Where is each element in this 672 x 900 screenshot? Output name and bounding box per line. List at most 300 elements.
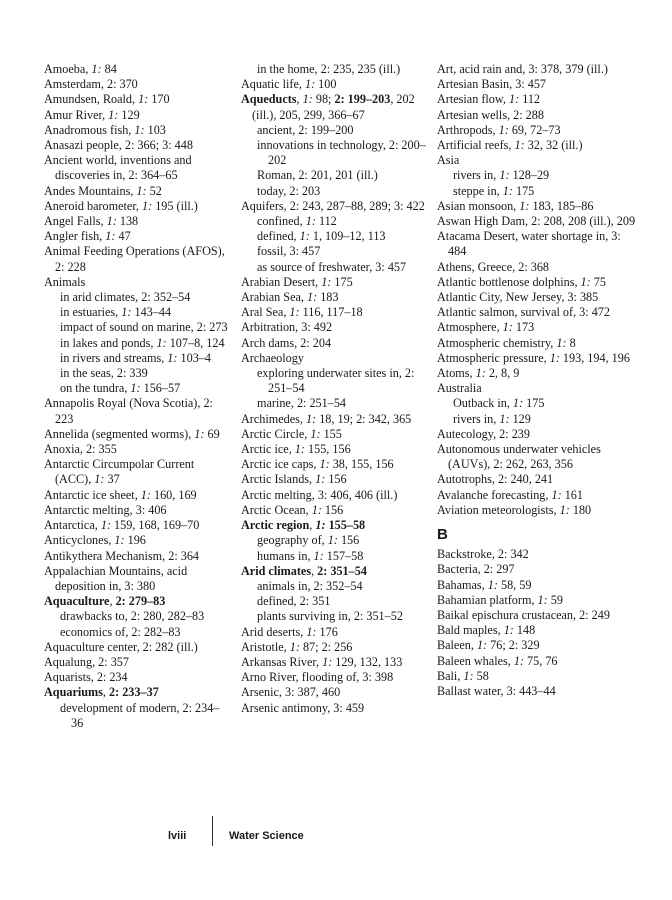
- index-term: as source of freshwater: [257, 259, 370, 274]
- index-page-refs: , 2: 364: [162, 548, 200, 563]
- index-page-refs: , 1: 195 (ill.): [135, 198, 198, 213]
- index-entry: [241, 336, 431, 351]
- index-page-refs: , 2: 243, 287–88, 289; 3: 422: [283, 198, 425, 213]
- index-page-refs: , 2: 351: [293, 594, 331, 609]
- index-entry: [44, 655, 230, 670]
- index-term: Atacama Desert, water shortage in: [437, 229, 606, 244]
- index-term: Backstroke: [437, 547, 492, 562]
- index-entry: [241, 77, 431, 92]
- index-entry: [44, 518, 230, 533]
- index-subentry: [241, 244, 431, 259]
- index-page-refs: , 2: 251–54: [290, 396, 347, 411]
- index-entry: [44, 488, 230, 503]
- index-entry: [437, 442, 637, 472]
- index-entry: [437, 427, 637, 442]
- index-entry: [437, 472, 637, 487]
- index-page-refs: , 3: 443–44: [500, 683, 556, 698]
- index-subentry: [241, 366, 431, 396]
- index-page-refs: , 1: 38, 155, 156: [313, 457, 394, 472]
- index-entry: [44, 533, 230, 548]
- index-term: Atlantic salmon, survival of: [437, 305, 574, 320]
- index-page-refs: , 1: 155: [304, 426, 342, 441]
- index-page-refs: , 2: 199–200: [292, 122, 354, 137]
- index-column-3: [437, 62, 637, 699]
- index-entry: [437, 62, 637, 77]
- index-page-refs: , 1: 1, 109–12, 113: [293, 229, 386, 244]
- index-entry: [437, 488, 637, 503]
- index-page-refs: , 1: 156: [309, 472, 347, 487]
- index-subentry: [241, 123, 431, 138]
- index-term: Arabian Desert: [241, 274, 316, 289]
- index-page-refs: , 3: 492: [295, 320, 333, 335]
- index-entry: [241, 488, 431, 503]
- index-page-refs: , 1: 116, 117–18: [283, 305, 363, 320]
- index-page-refs: , 1: 138: [100, 214, 139, 229]
- index-page-refs: , 1: 170: [132, 92, 170, 107]
- index-page-refs: , 1: 112: [299, 214, 337, 229]
- index-term: Arctic Islands: [241, 472, 310, 487]
- index-page-refs: , 2: 280, 282–83: [124, 609, 205, 624]
- index-term: Amoeba: [44, 62, 86, 76]
- index-entry: [44, 138, 230, 153]
- index-entry: [44, 503, 230, 518]
- index-term: Atmospheric pressure: [437, 350, 544, 365]
- index-subentry: [241, 533, 431, 548]
- index-page-refs: , 2: 364–65: [122, 168, 178, 183]
- index-entry: [241, 564, 431, 579]
- index-page-refs: , 2: 352–54: [307, 578, 363, 593]
- index-term: innovations in technology: [257, 138, 383, 153]
- index-page-refs: , 1: 160, 169: [134, 487, 197, 502]
- index-page-refs: , 1: 175: [506, 396, 545, 411]
- index-page-refs: , 2: 366; 3: 448: [118, 138, 193, 153]
- index-term: Athens, Greece: [437, 259, 513, 274]
- index-term: Aqueducts: [241, 92, 297, 107]
- index-subentry: [241, 138, 431, 168]
- index-term: Australia: [437, 381, 482, 396]
- index-subentry: [241, 549, 431, 564]
- index-page-refs: , 1: 75, 76: [507, 653, 558, 668]
- index-term: Aquariums: [44, 685, 103, 700]
- index-subentry: [241, 62, 431, 77]
- index-page-refs: , 2: 235, 235 (ill.): [314, 62, 401, 76]
- index-term: Amsterdam: [44, 77, 101, 92]
- index-term: Animals: [44, 274, 86, 289]
- index-page-refs: , 1: 69: [188, 426, 220, 441]
- index-term: Anoxia: [44, 442, 80, 457]
- index-entry: [437, 684, 637, 699]
- index-term: drawbacks to: [60, 609, 125, 624]
- index-entry: [437, 381, 637, 396]
- index-page-refs: , 1: 157–58: [307, 548, 364, 563]
- index-term: Arctic region: [241, 518, 310, 533]
- index-entry: [241, 503, 431, 518]
- index-term: Asia: [437, 153, 460, 168]
- index-term: Aswan High Dam: [437, 214, 526, 229]
- index-page-refs: , 3: 457: [509, 77, 547, 92]
- index-section-heading: B: [437, 526, 448, 544]
- index-subentry: [241, 609, 431, 624]
- index-entry: [241, 518, 431, 533]
- index-page-refs: , 1: 129: [102, 107, 140, 122]
- index-page-refs: , 3: 406, 406 (ill.): [311, 487, 398, 502]
- index-term: in rivers and streams: [60, 350, 162, 365]
- index-subentry: [241, 214, 431, 229]
- index-page-refs: , 2: 282 (ill.): [136, 639, 198, 654]
- index-entry: [437, 123, 637, 138]
- index-term: exploring underwater sites in: [257, 366, 399, 381]
- index-term: humans in: [257, 548, 308, 563]
- index-term: geography of: [257, 533, 322, 548]
- index-page-refs: , 3: 457: [283, 244, 321, 259]
- index-subentry: [44, 305, 230, 320]
- index-page-refs: , 2: 208, 208 (ill.), 209: [525, 214, 636, 229]
- index-term: Arsenic antimony: [241, 700, 328, 715]
- index-entry: [241, 442, 431, 457]
- index-term: Baleen whales: [437, 653, 508, 668]
- index-page-refs: , 2: 204: [294, 335, 332, 350]
- index-page-refs: , 3: 484: [448, 229, 621, 259]
- index-term: Antikythera Mechanism: [44, 548, 163, 563]
- index-term: Archaeology: [241, 350, 304, 365]
- index-page-refs: , 1: 128–29: [493, 168, 550, 183]
- index-page-refs: , 1: 18, 19; 2: 342, 365: [299, 411, 412, 426]
- index-term: Artesian Basin: [437, 77, 510, 92]
- index-page-refs: , 1: 100: [298, 77, 337, 92]
- index-page-refs: , 1: 155–58: [309, 518, 366, 533]
- index-entry: [44, 640, 230, 655]
- index-term: Arno River, flooding of: [241, 670, 357, 685]
- index-page-refs: , 1: 173: [496, 320, 535, 335]
- index-page-refs: , 2: 233–37: [102, 685, 159, 700]
- index-term: in lakes and ponds: [60, 335, 151, 350]
- page-number: lviii: [168, 830, 187, 842]
- index-entry: [437, 290, 637, 305]
- index-page-refs: , 1: 155, 156: [288, 442, 351, 457]
- index-term: Arctic Ocean: [241, 502, 306, 517]
- index-page-refs: , 3: 380: [118, 578, 156, 593]
- index-page-refs: , 1: 103: [128, 122, 166, 137]
- index-subentry: [241, 594, 431, 609]
- index-term: Atmospheric chemistry: [437, 335, 551, 350]
- page-footer: [0, 816, 672, 846]
- index-term: Annapolis Royal (Nova Scotia): [44, 396, 198, 411]
- index-page-refs: , 2: 351–52: [347, 609, 403, 624]
- index-term: Aneroid barometer: [44, 198, 136, 213]
- index-page-refs: , 2: 234: [90, 670, 128, 685]
- index-page-refs: , 2: 282–83: [125, 624, 181, 639]
- index-subentry: [44, 701, 230, 731]
- index-page-refs: , 2: 352–54: [135, 290, 191, 305]
- index-entry: [437, 275, 637, 290]
- index-entry: [44, 564, 230, 594]
- index-term: Aquaculture center: [44, 639, 137, 654]
- index-page-refs: , 1: 75: [574, 274, 606, 289]
- index-term: Arch dams: [241, 335, 295, 350]
- index-term: Roman: [257, 168, 293, 183]
- index-page-refs: , 1: 2, 8, 9: [469, 366, 520, 381]
- index-term: Atoms: [437, 366, 470, 381]
- index-term: Baikal epischura crustacean: [437, 607, 574, 622]
- index-term: Aquarists: [44, 670, 91, 685]
- index-page-refs: , 2: 339: [110, 366, 148, 381]
- index-page-refs: , 2: 351–54: [311, 563, 367, 578]
- index-entry: [241, 199, 431, 214]
- index-term: fossil: [257, 244, 284, 259]
- index-entry: [437, 138, 637, 153]
- index-entry: [437, 638, 637, 653]
- index-subentry: [437, 184, 637, 199]
- index-entry: [437, 547, 637, 562]
- index-entry: [44, 214, 230, 229]
- index-page-refs: , 1: 175: [496, 183, 535, 198]
- index-page-refs: , 2: 223: [55, 396, 213, 426]
- index-term: Avalanche forecasting: [437, 487, 546, 502]
- index-entry: [437, 229, 637, 259]
- index-page-refs: , 2: 200–202: [268, 138, 426, 168]
- index-entry: [437, 623, 637, 638]
- index-page-refs: , 3: 406: [129, 502, 167, 517]
- index-entry: [44, 457, 230, 487]
- index-term: Anadromous fish: [44, 122, 129, 137]
- index-page-refs: , 1: 180: [553, 502, 592, 517]
- index-term: Arabian Sea: [241, 290, 301, 305]
- index-subentry: [44, 351, 230, 366]
- index-entry: [241, 655, 431, 670]
- footer-divider: [212, 816, 213, 846]
- index-page-refs: , 1: 175: [315, 274, 353, 289]
- index-term: Artesian flow: [437, 92, 503, 107]
- index-page-refs: , 1: 52: [130, 183, 162, 198]
- index-page-refs: , 1: 84: [85, 62, 117, 76]
- index-page-refs: , 3: 459: [327, 700, 365, 715]
- index-entry: [437, 260, 637, 275]
- index-entry: [241, 457, 431, 472]
- index-term: Archimedes: [241, 411, 300, 426]
- book-title: Water Science: [229, 830, 304, 842]
- index-entry: [241, 701, 431, 716]
- index-term: Autecology: [437, 426, 494, 441]
- index-entry: [44, 92, 230, 107]
- index-entry: [437, 593, 637, 608]
- index-entry: [44, 123, 230, 138]
- index-term: Amundsen, Roald: [44, 92, 133, 107]
- index-page-refs: , 2: 249: [573, 607, 610, 622]
- index-entry: [44, 396, 230, 426]
- index-entry: [437, 199, 637, 214]
- index-term: Arbitration: [241, 320, 296, 335]
- index-term: development of modern: [60, 700, 177, 715]
- index-entry: [241, 92, 431, 122]
- index-entry: [437, 336, 637, 351]
- index-entry: [44, 244, 230, 274]
- index-subentry: [241, 579, 431, 594]
- index-page-refs: , 2: 342: [491, 547, 529, 562]
- index-page-refs: , 1: 59: [531, 592, 563, 607]
- index-term: Arthropods: [437, 122, 493, 137]
- index-page-refs: , 1: 159, 168, 169–70: [94, 518, 200, 533]
- index-subentry: [241, 184, 431, 199]
- index-entry: [44, 549, 230, 564]
- index-subentry: [44, 336, 230, 351]
- index-term: impact of sound on marine: [60, 320, 191, 335]
- index-term: Aviation meteorologists: [437, 502, 554, 517]
- index-subentry: [44, 381, 230, 396]
- index-subentry: [241, 396, 431, 411]
- index-entry: [437, 320, 637, 335]
- index-term: Andes Mountains: [44, 183, 131, 198]
- index-page-refs: , 2: 201, 201 (ill.): [292, 168, 378, 183]
- index-term: confined: [257, 214, 300, 229]
- index-page-refs: , 3: 457: [369, 259, 407, 274]
- index-page-refs: , 3: 387, 460: [278, 685, 341, 700]
- index-page-refs: , 2: 370: [100, 77, 138, 92]
- index-term: Art, acid rain and: [437, 62, 523, 76]
- index-page-refs: , 1: 183, 185–86: [513, 198, 594, 213]
- index-term: Asian monsoon: [437, 198, 514, 213]
- index-entry: [44, 594, 230, 609]
- index-page-refs: , 1: 196: [108, 533, 146, 548]
- index-entry: [437, 108, 637, 123]
- index-term: Atmosphere: [437, 320, 497, 335]
- index-entry: [44, 229, 230, 244]
- index-term: Antarctica: [44, 518, 95, 533]
- index-entry: [241, 290, 431, 305]
- index-entry: [44, 77, 230, 92]
- index-term: in arid climates: [60, 290, 136, 305]
- index-entry: [241, 275, 431, 290]
- index-term: Bahamas: [437, 577, 482, 592]
- index-page-refs: , 2: 239: [493, 426, 530, 441]
- index-page-refs: , 1: 98; 2: 199–203, 202 (ill.), 205, 299, 366–67: [252, 92, 415, 122]
- index-page-refs: , 2: 262, 263, 356: [487, 457, 573, 472]
- index-term: Baleen: [437, 638, 471, 653]
- index-term: rivers in: [453, 411, 494, 426]
- index-subentry: [44, 320, 230, 335]
- index-page-refs: , 1: 193, 194, 196: [543, 350, 630, 365]
- index-term: Arkansas River: [241, 654, 316, 669]
- index-page-refs: , 1: 8: [550, 335, 576, 350]
- index-entry: [241, 427, 431, 442]
- index-page-refs: , 1: 58: [457, 668, 489, 683]
- index-page-refs: , 2: 240, 241: [491, 472, 554, 487]
- index-entry: [241, 670, 431, 685]
- index-term: Bahamian platform: [437, 592, 532, 607]
- index-page-refs: , 1: 87; 2: 256: [283, 639, 353, 654]
- index-page-refs: , 3: 378, 379 (ill.): [522, 62, 608, 76]
- index-term: animals in: [257, 578, 308, 593]
- index-page-refs: , 1: 37: [88, 472, 120, 487]
- index-term: in the home: [257, 62, 315, 76]
- index-term: Arctic Circle: [241, 426, 305, 441]
- index-entry: [241, 625, 431, 640]
- index-page-refs: , 1: 107–8, 124: [150, 335, 225, 350]
- index-term: Atlantic City, New Jersey: [437, 290, 562, 305]
- index-term: Antarctic melting: [44, 502, 130, 517]
- index-entry: [44, 199, 230, 214]
- index-page-refs: , 2: 368: [512, 259, 550, 274]
- index-entry: [437, 214, 637, 229]
- index-entry: [44, 108, 230, 123]
- index-term: in the seas: [60, 366, 111, 381]
- index-page-refs: , 1: 103–4: [161, 350, 211, 365]
- index-entry: [437, 366, 637, 381]
- index-term: Arctic ice caps: [241, 457, 314, 472]
- index-page-refs: , 1: 129: [493, 411, 531, 426]
- index-term: Angel Falls: [44, 214, 101, 229]
- index-page-refs: , 1: 176: [300, 624, 338, 639]
- index-term: Aquaculture: [44, 594, 110, 609]
- index-page-refs: , 3: 385: [561, 290, 599, 305]
- index-entry: [44, 62, 230, 77]
- index-entry: [241, 472, 431, 487]
- index-entry: [437, 608, 637, 623]
- index-page-refs: , 1: 183: [300, 290, 339, 305]
- index-entry: [241, 640, 431, 655]
- index-page-refs: , 1: 47: [99, 229, 131, 244]
- index-term: on the tundra: [60, 381, 125, 396]
- index-term: Aral Sea: [241, 305, 284, 320]
- index-page-refs: , 2: 203: [283, 183, 321, 198]
- index-subentry: [44, 625, 230, 640]
- index-entry: [241, 685, 431, 700]
- index-subentry: [241, 168, 431, 183]
- index-term: Antarctic Circumpolar Current (ACC): [44, 457, 195, 487]
- index-page-refs: , 2: 228: [55, 244, 225, 274]
- index-page-refs: , 1: 156: [305, 502, 344, 517]
- index-term: Arid deserts: [241, 624, 301, 639]
- index-entry: [241, 305, 431, 320]
- index-term: Ancient world, inventions and discoveries in: [44, 153, 192, 183]
- index-page-refs: , 3: 472: [573, 305, 610, 320]
- index-subentry: [241, 229, 431, 244]
- index-term: Aquatic life: [241, 77, 299, 92]
- index-term: Bacteria: [437, 562, 478, 577]
- index-entry: [437, 669, 637, 684]
- index-page-refs: , 1: 69, 72–73: [492, 122, 561, 137]
- index-entry: [437, 305, 637, 320]
- index-entry: [44, 427, 230, 442]
- index-subentry: [437, 168, 637, 183]
- index-term: Arctic ice: [241, 442, 289, 457]
- index-page-refs: , 1: 156–57: [124, 381, 181, 396]
- index-term: Anasazi people: [44, 138, 119, 153]
- index-term: Arsenic: [241, 685, 279, 700]
- index-page-refs: , 2: 355: [79, 442, 117, 457]
- index-term: plants surviving in: [257, 609, 348, 624]
- index-term: Arctic melting: [241, 487, 312, 502]
- index-page-refs: , 3: 398: [356, 670, 394, 685]
- index-subentry: [241, 260, 431, 275]
- index-entry: [437, 503, 637, 518]
- index-page-refs: , 2: 288: [507, 107, 544, 122]
- index-page-refs: , 2: 251–54: [268, 366, 415, 396]
- index-term: Antarctic ice sheet: [44, 487, 135, 502]
- index-term: Amur River: [44, 107, 103, 122]
- index-term: steppe in: [453, 183, 497, 198]
- index-term: Artificial reefs: [437, 138, 509, 153]
- index-term: defined: [257, 594, 294, 609]
- index-subentry: [437, 396, 637, 411]
- index-page-refs: , 1: 156: [321, 533, 360, 548]
- index-term: Autotrophs: [437, 472, 492, 487]
- index-page-refs: , 2: 273: [190, 320, 228, 335]
- index-subentry: [437, 412, 637, 427]
- index-page-refs: , 1: 32, 32 (ill.): [508, 138, 583, 153]
- index-page-refs: , 1: 129, 132, 133: [316, 654, 403, 669]
- index-entry: [44, 275, 230, 290]
- index-term: Atlantic bottlenose dolphins: [437, 274, 575, 289]
